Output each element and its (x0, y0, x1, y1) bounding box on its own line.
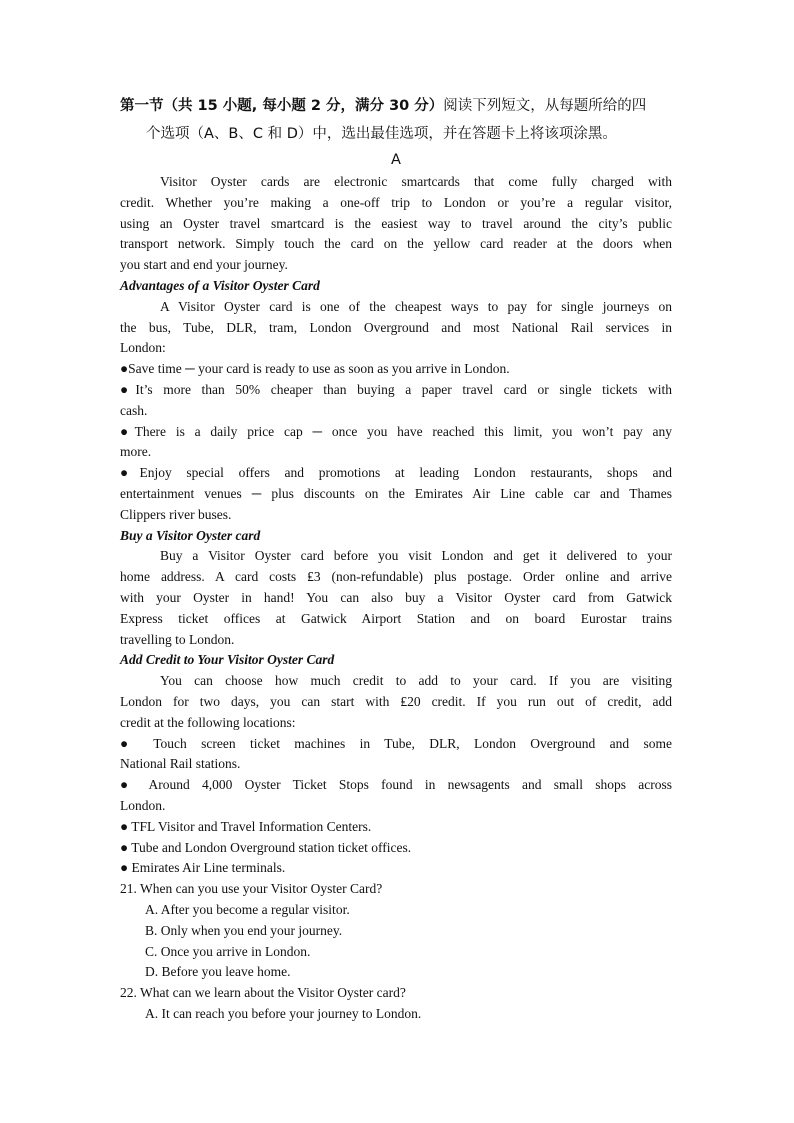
answer-option: B. Only when you end your journey. (145, 923, 343, 938)
intro-line: transport network. Simply touch the card on the yellow card reader at the doors when (120, 236, 672, 251)
answer-option: A. After you become a regular visitor. (145, 902, 350, 917)
section1-para-line: the bus, Tube, DLR, tram, London Overground and most National Rail services in (120, 320, 672, 335)
bullet-line: London. (120, 798, 166, 813)
section2-para-line: Express ticket offices at Gatwick Airport Station and on board Eurostar trains (120, 611, 672, 626)
bullet-line: National Rail stations. (120, 756, 241, 771)
bullet-line: cash. (120, 403, 148, 418)
instructions-line-2: 个选项（A、B、C 和 D）中，选出最佳选项，并在答题卡上将该项涂黑。 (146, 126, 617, 142)
intro-line: Visitor Oyster cards are electronic smartcards that come fully charged with (160, 174, 672, 189)
section-heading-add-credit: Add Credit to Your Visitor Oyster Card (120, 652, 335, 667)
bullet-line: ●It’s more than 50% cheaper than buying a paper travel card or single tickets with (120, 382, 672, 397)
bullet-line: Clippers river buses. (120, 507, 232, 522)
instructions-rest: 阅读下列短文，从每题所给的四 (443, 98, 647, 114)
answer-option: D. Before you leave home. (145, 964, 291, 979)
bullet-line: entertainment venues ─ plus discounts on the Emirates Air Line cable car and Thames (120, 486, 672, 501)
section3-para-line: You can choose how much credit to add to your card. If you are visiting (160, 673, 672, 688)
bullet-line: ●There is a daily price cap ─ once you have reached this limit, you won’t pay any (120, 424, 672, 439)
bullet-line: ● Touch screen ticket machines in Tube, DLR, London Overground and some (120, 736, 672, 751)
section3-para-line: credit at the following locations: (120, 715, 296, 730)
answer-option: C. Once you arrive in London. (145, 944, 311, 959)
section2-para-line: travelling to London. (120, 632, 235, 647)
section-heading-advantages: Advantages of a Visitor Oyster Card (120, 278, 320, 293)
intro-line: credit. Whether you’re making a one-off trip to London or you’re a regular visitor, (120, 195, 672, 210)
bullet-line: ● Around 4,000 Oyster Ticket Stops found in newsagents and small shops across (120, 777, 672, 792)
section1-para-line: London: (120, 340, 166, 355)
bullet-line: ● TFL Visitor and Travel Information Centers. (120, 819, 372, 834)
bullet-line: ● Emirates Air Line terminals. (120, 860, 286, 875)
instructions-bold: 第一节（共 15 小题, 每小题 2 分，满分 30 分） (120, 98, 444, 114)
intro-line: you start and end your journey. (120, 257, 288, 272)
section3-para-line: London for two days, you can start with ₤20 credit. If you run out of credit, add (120, 694, 672, 709)
section2-para-line: Buy a Visitor Oyster card before you visit London and get it delivered to your (160, 548, 672, 563)
bullet-line: ●Enjoy special offers and promotions at leading London restaurants, shops and (120, 465, 672, 480)
instructions-line-1 (120, 96, 672, 117)
bullet-line: more. (120, 444, 152, 459)
intro-line: using an Oyster travel smartcard is the easiest way to travel around the city’s public (120, 216, 672, 231)
section1-para-line: A Visitor Oyster card is one of the cheapest ways to pay for single journeys on (160, 299, 672, 314)
bullet-line: ●Save time ─ your card is ready to use as soon as you arrive in London. (120, 361, 510, 376)
bullet-line: ● Tube and London Overground station ticket offices. (120, 840, 412, 855)
section2-para-line: home address. A card costs ₤3 (non-refundable) plus postage. Order online and arrive (120, 569, 672, 584)
section-heading-buy: Buy a Visitor Oyster card (120, 528, 261, 543)
question-stem: 22. What can we learn about the Visitor Oyster card? (120, 985, 406, 1000)
answer-option: A. It can reach you before your journey to London. (145, 1006, 422, 1021)
passage-title: A (391, 152, 401, 168)
question-stem: 21. When can you use your Visitor Oyster Card? (120, 881, 383, 896)
section2-para-line: with your Oyster in hand! You can also buy a Visitor Oyster card from Gatwick (120, 590, 672, 605)
